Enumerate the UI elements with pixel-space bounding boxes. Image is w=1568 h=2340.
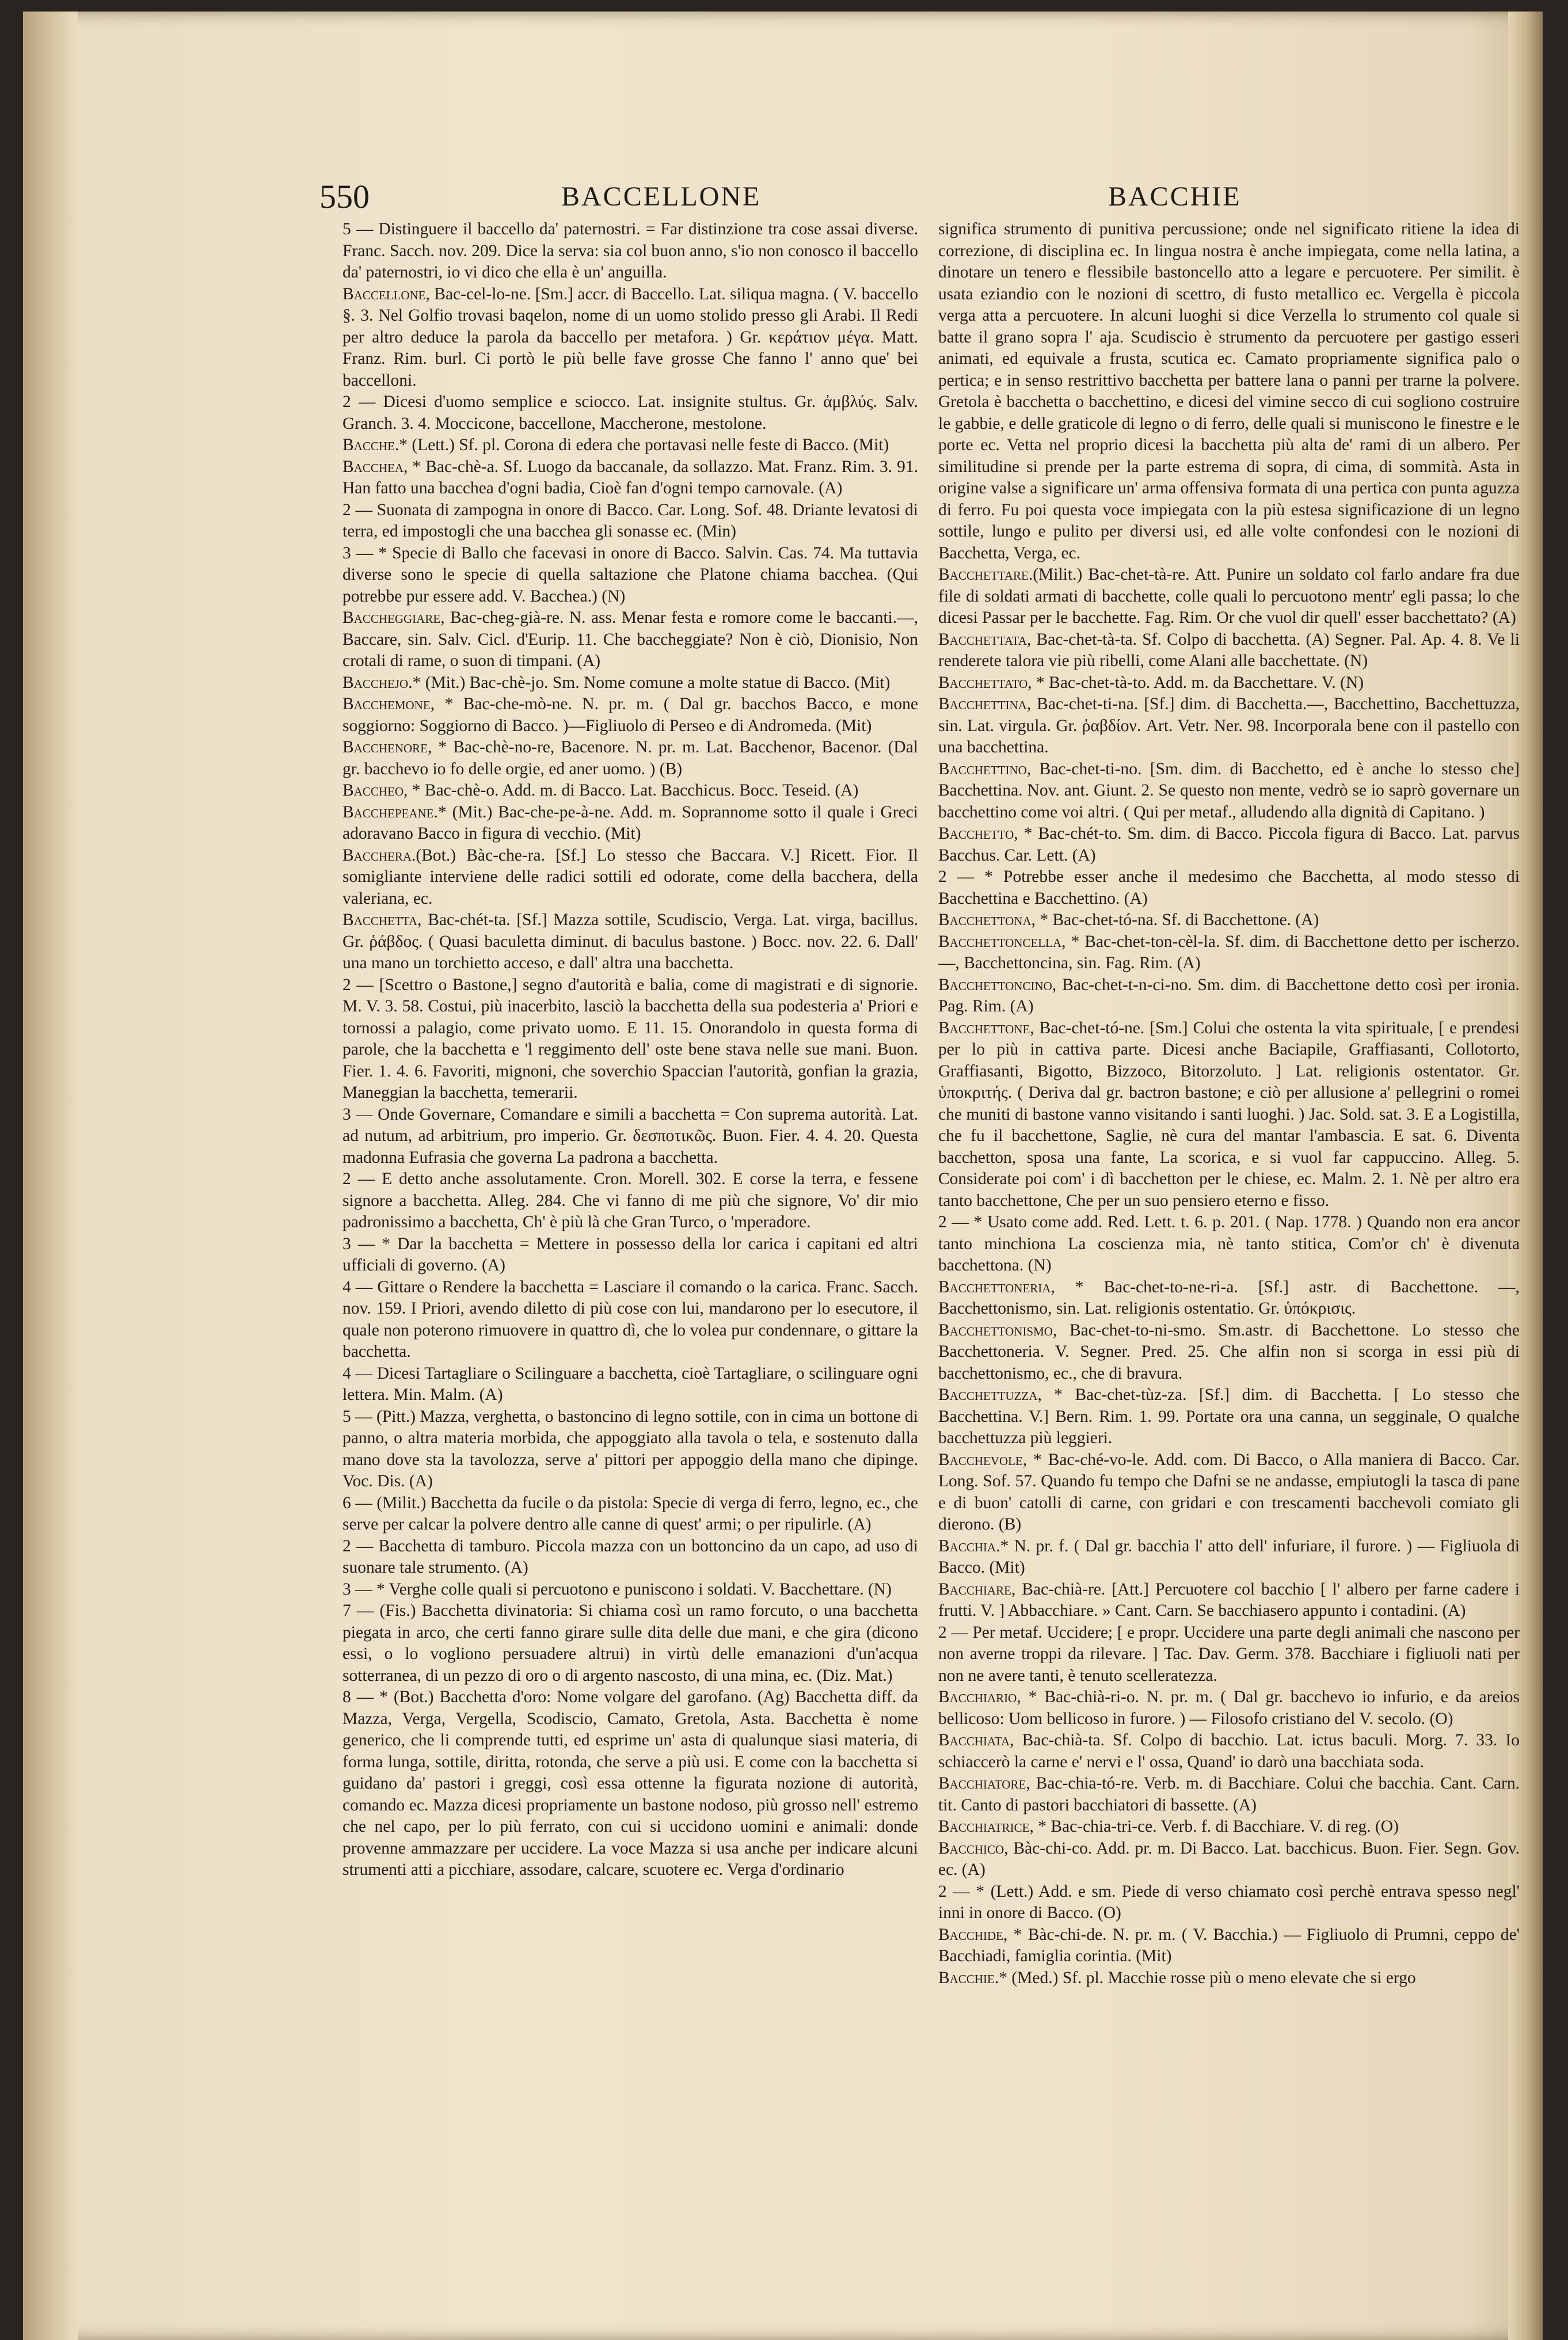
left-column (342, 219, 918, 1881)
entry-headword: Baccellone (342, 284, 426, 303)
entry-text: * N. pr. f. ( Dal gr. bacchia l' atto dell' infuriare, il furore. ) — Figliuola di Bacco. (Mit) (938, 1536, 1520, 1577)
entry-headword: Bacchevole (938, 1450, 1023, 1469)
entry-text: * (Mit.) Bac-che-pe-à-ne. Add. m. Soprannome sotto il quale i Greci adoravano Bacco in figura di vecchio. (Mit) (342, 802, 918, 843)
entry-text: 2 — * Usato come add. Red. Lett. t. 6. p. 201. ( Nap. 1778. ) Quando non era ancor tanto minchiona La coscienza mia, nè tanto stitica, Com'or ch' è divenuta bacchettona. (N) (938, 1213, 1520, 1274)
entry-text: , * Bac-chét-to. Sm. dim. di Bacco. Piccola figura di Bacco. Lat. parvus Bacchus. Car. Lett. (A) (938, 824, 1520, 865)
dictionary-entry (938, 1622, 1520, 1687)
entry-text: 2 — Per metaf. Uccidere; [ e propr. Uccidere una parte degli animali che nascono per non averne troppi da rilevare. ] Tac. Dav. Germ. 378. Bacchiare i figliuoli nati per non ne avere tanti, è tenuto scelleratezza. (938, 1623, 1520, 1685)
entry-headword: Bacchettina (938, 695, 1027, 713)
dictionary-entry (938, 1816, 1520, 1838)
entry-headword: Bacchettare. (938, 565, 1033, 584)
dictionary-entry (938, 1320, 1520, 1385)
page-gutter-shadow (23, 12, 78, 2340)
entry-headword: Bacchettonismo (938, 1321, 1053, 1340)
dictionary-entry (938, 759, 1520, 824)
entry-headword: Bacchejo. (342, 673, 413, 692)
entry-headword: Bacchea (342, 457, 404, 476)
entry-text: , * Bac-chet-to-ne-ri-a. [Sf.] astr. di Bacchettone. —, Bacchettonismo, sin. Lat. religionis ostentatio. Gr. ὑπόκρισις. (938, 1277, 1520, 1318)
entry-text: 2 — Bacchetta di tamburo. Piccola mazza con un bottoncino da un capo, ad uso di suonare tale strumento. (A) (342, 1536, 918, 1577)
dictionary-entry (938, 1384, 1520, 1449)
entry-text: 2 — * Potrebbe esser anche il medesimo che Bacchetta, al modo stesso di Bacchettina e Bacchettino. (A) (938, 867, 1520, 908)
dictionary-entry (342, 607, 918, 672)
entry-text: 3 — * Dar la bacchetta = Mettere in possesso della lor carica i capitani ed altri ufficiali di governo. (A) (342, 1234, 918, 1274)
dictionary-entry (342, 284, 918, 392)
dictionary-entry (938, 1277, 1520, 1320)
entry-text: , * Bac-chè-a. Sf. Luogo da baccanale, da sollazzo. Mat. Franz. Rim. 3. 91. Han fatto una bacchea d'ogni badia, Cioè fan d'ogni tempo carnovale. (A) (342, 457, 918, 497)
entry-text: significa strumento di punitiva percussione; onde nel significato ritiene la idea di correzione, di disciplina ec. In lingua nostra è anche impiegata, come nella latina, a dinotare un tenero e flessibile bastoncello atto a legare e percuotere. Per similit. è usata eziandio con le nozioni di scettro, di fusto metallico ec. Vergella è piccola verga atta a percuotere. In alcuni luoghi si dice Verzella lo strumento col quale si batte il grano sopra l' aja. Scudiscio è strumento da percuotere per gastigo esseri animati, ed equivale a frusta, scutica ec. Camato propriamente significa palo o pertica; e in senso restrittivo bacchetta per battere lana o panni per trarne la polvere. Gretola è bacchetta o bacchettino, e dicesi del vimine secco di cui sogliono costruire le gabbie, e delle graticole di legno o di ferro, delle quali si muniscono le finestre e le porte ec. Vetta nel proprio dicesi la bacchetta più alta de' rami di un albero. Per similitudine si prende per la parte estrema di sopra, di cima, di sommità. Asta in origine valse a significare un' arma offensiva formata di una pertica con punta aguzza di ferro. Fu poi questa voce impiegata con la più estesa significazione di un legno sottile, lungo e pulito per diversi usi, ed alle volte confondesi con le nozioni di Bacchetta, Verga, ec. (938, 220, 1520, 562)
entry-text: , * Bac-chet-ton-cèl-la. Sf. dim. di Bacchettone detto per ischerzo.—, Bacchettoncina, sin. Fag. Rim. (A) (938, 932, 1520, 972)
dictionary-entry (342, 456, 918, 500)
entry-headword: Bacche. (342, 436, 399, 454)
entry-headword: Bacchiare (938, 1580, 1012, 1599)
dictionary-entry (938, 931, 1520, 975)
dictionary-entry (938, 1924, 1520, 1968)
entry-headword: Bacchettino (938, 759, 1027, 778)
entry-headword: Bacchettoncella (938, 932, 1062, 951)
dictionary-entry (342, 975, 918, 1104)
entry-headword: Bacchettato (938, 673, 1028, 692)
dictionary-entry (938, 1773, 1520, 1816)
entry-text: (Bot.) Bàc-che-ra. [Sf.] Lo stesso che Baccara. V.] Ricett. Fior. Il somigliante interviene delle radici sottili ed odorate, come della bacchera, della valeriana, ec. (342, 846, 918, 908)
dictionary-entry (342, 1406, 918, 1493)
dictionary-entry (938, 1968, 1520, 1989)
running-head-left: BACCELLONE (561, 181, 762, 212)
dictionary-entry (938, 1730, 1520, 1773)
dictionary-entry (938, 1212, 1520, 1277)
dictionary-entry (938, 629, 1520, 672)
dictionary-entry (342, 219, 918, 284)
dictionary-entry (938, 1018, 1520, 1212)
dictionary-entry (938, 910, 1520, 931)
entry-text: 4 — Gittare o Rendere la bacchetta = Lasciare il comando o la carica. Franc. Sacch. nov. 159. I Priori, avendo diletto di più cose con lui, mandarono per lo esecutore, il quale non poterono rimuovere in quattro dì, che lo volea pur condennare, o gittare la bacchetta. (342, 1277, 918, 1361)
entry-headword: Bacchemone (342, 695, 431, 713)
entry-text: 2 — Dicesi d'uomo semplice e sciocco. Lat. insignite stultus. Gr. ἀμβλύς. Salv. Granch. 3. 4. Moccicone, baccellone, Maccherone, mestolone. (342, 393, 918, 433)
dictionary-entry (938, 694, 1520, 759)
entry-text: 2 — E detto anche assolutamente. Cron. Morell. 302. E corse la terra, e fessene signore a bacchetta. Alleg. 284. Che vi fanno di me più che signore, Vo' dir mio padronissimo a bacchetta, Ch' è più là che Gran Turco, o 'mperadore. (342, 1170, 918, 1231)
dictionary-page (23, 12, 1543, 2340)
dictionary-entry (938, 564, 1520, 629)
entry-text: , * Bac-chet-tó-na. Sf. di Bacchettone. (A) (1031, 911, 1319, 929)
entry-headword: Bacchettuzza (938, 1386, 1038, 1404)
running-header (319, 173, 1373, 225)
dictionary-entry (342, 1600, 918, 1687)
entry-text: 8 — * (Bot.) Bacchetta d'oro: Nome volgare del garofano. (Ag) Bacchetta diff. da Mazza, Verga, Vergella, Scodiscio, Camato, Gretola, Asta. Bacchetta è nome generico, che li comprende tutti, ed esprime un' asta di qualunque siasi materia, di forma lunga, sottile, diritta, rotonda, che serve a più usi. E come con la bacchetta si guidano da' pastori i greggi, così essa ottenne la figurata nozione di autorità, comando ec. Mazza dicesi propriamente un bastone nodoso, più grosso nell' estremo che nel capo, per lo più ferrato, con cui si uccidono uomini e animali: donde provenne ammazzare per uccidere. La voce Mazza si usa anche per indicare alcuni strumenti atti a picchiare, assodare, calcare, scuotere ec. Verga d'ordinario (342, 1688, 918, 1879)
entry-text: 2 — [Scettro o Bastone,] segno d'autorità e balia, come di magistrati e di signorie. M. V. 3. 58. Costui, più inacerbito, lasciò la bacchetta della sua podesteria a' Priori e tornossi a palagio, come privato uomo. E 11. 15. Onorandolo in questa forma di parole, che la bacchetta e 'l reggimento dell' oste bene stava nelle sue mani. Buon. Fier. 1. 4. 6. Favoriti, mignoni, che soverchio Spaccian l'autorità, gonfian la grazia, Maneggian la bacchetta, temerarii. (342, 975, 918, 1102)
entry-text: 5 — Distinguere il baccello da' paternostri. = Far distinzione tra cose assai diverse. Franc. Sacch. nov. 209. Dice la serva: sia col buon anno, s'io non conosco il baccello da' paternostri, io vi dico che ella è un' anguilla. (342, 220, 918, 281)
dictionary-entry (938, 1881, 1520, 1924)
entry-text: , * Bac-chet-tà-to. Add. m. da Bacchettare. V. (N) (1027, 673, 1364, 692)
entry-text: 7 — (Fis.) Bacchetta divinatoria: Si chiama così un ramo forcuto, o una bacchetta piegata in arco, che certi fanno girare sulle dita delle due mani, e che gira (dicono essi, o lo vogliono persuadere altrui) in virtù delle emanazioni d'un'acqua sotterranea, di un pezzo di oro o di argento nascosto, di una mina, ec. (Diz. Mat.) (342, 1601, 918, 1685)
dictionary-entry (342, 1363, 918, 1406)
entry-headword: Bacchie. (938, 1968, 999, 1987)
dictionary-entry (938, 1579, 1520, 1622)
entry-text: , * Bac-chet-tùz-za. [Sf.] dim. di Bacchetta. [ Lo stesso che Bacchettina. V.] Bern. Rim. 1. 99. Portate ora una canna, un segginale, O qualche bacchettuzza più leggieri. (938, 1386, 1520, 1447)
entry-text: , * Bac-chè-o. Add. m. di Bacco. Lat. Bacchicus. Bocc. Teseid. (A) (404, 781, 859, 800)
dictionary-entry (938, 1838, 1520, 1881)
entry-text: , Bac-chet-ti-na. [Sf.] dim. di Bacchetta.—, Bacchettino, Bacchettuzza, sin. Lat. virgula. Gr. ῥαβδίον. Art. Vetr. Ner. 98. Incorporala bene con il pastello con una bacchettina. (938, 695, 1520, 756)
entry-headword: Bacchiatrice (938, 1817, 1030, 1836)
entry-headword: Bacchico (938, 1839, 1004, 1858)
entry-text: , Bàc-chi-co. Add. pr. m. Di Bacco. Lat. bacchicus. Buon. Fier. Segn. Gov. ec. (A) (938, 1839, 1520, 1879)
entry-text: 2 — * (Lett.) Add. e sm. Piede di verso chiamato così perchè entrava spesso negl' inni in onore di Bacco. (O) (938, 1882, 1520, 1922)
entry-headword: Bacchia. (938, 1536, 1000, 1555)
dictionary-entry (342, 1169, 918, 1234)
entry-text: 2 — Suonata di zampogna in onore di Bacco. Car. Long. Sof. 48. Driante levatosi di terra, ed impostogli che una bacchea gli sonasse ec. (Min) (342, 500, 918, 541)
dictionary-entry (342, 1493, 918, 1536)
entry-text: * (Mit.) Bac-chè-jo. Sm. Nome comune a molte statue di Bacco. (Mit) (412, 673, 890, 692)
entry-headword: Baccheo (342, 781, 404, 800)
entry-headword: Bacchettata (938, 630, 1027, 649)
dictionary-entry (342, 1234, 918, 1277)
entry-text: , Bac-chia-tó-re. Verb. m. di Bacchiare. Colui che bacchia. Cant. Carn. tit. Canto di pastori bacchiatori di bassette. (A) (938, 1774, 1520, 1814)
entry-text: 5 — (Pitt.) Mazza, verghetta, o bastoncino di legno sottile, con in cima un bottone di panno, o altra materia morbida, che appoggiato alla tavola o tela, e sostenuto dalla mano dove sta la tavolozza, serve a' pittori per appoggio della mano che dipinge. Voc. Dis. (A) (342, 1407, 918, 1490)
entry-text: , * Bac-chià-ri-o. N. pr. m. ( Dal gr. bacchevo io infurio, e da areios bellicoso: Uom bellicoso in furore. ) — Filosofo cristiano del V. secolo. (O) (938, 1688, 1520, 1728)
entry-text: , Bac-chét-ta. [Sf.] Mazza sottile, Scudiscio, Verga. Lat. virga, bacillus. Gr. ῥάβδος. ( Quasi baculetta diminut. di baculus bastone. ) Bocc. nov. 22. 6. Dall' una mano un torchietto acceso, e dall' altra una bacchetta. (342, 911, 918, 972)
entry-text: 4 — Dicesi Tartagliare o Scilinguare a bacchetta, cioè Tartagliare, o scilinguare ogni lettera. Min. Malm. (A) (342, 1364, 918, 1404)
entry-headword: Bacchettoncino (938, 975, 1052, 994)
entry-text: , Bac-chià-ta. Sf. Colpo di bacchio. Lat. ictus baculi. Morg. 7. 33. Io schiaccerò la carne e' nervi e l' ossa, Quand' io darò una bacchiata soda. (938, 1731, 1520, 1771)
entry-text: 3 — * Verghe colle quali si percuotono e puniscono i soldati. V. Bacchettare. (N) (342, 1580, 892, 1599)
entry-headword: Baccheggiare (342, 608, 441, 627)
dictionary-entry (342, 1687, 918, 1881)
entry-text: , Bac-chià-re. [Att.] Percuotere col bacchio [ l' albero per farne cadere i frutti. V. ] Abbacchiare. » Cant. Carn. Se bacchiasero appunto i contadini. (A) (938, 1580, 1520, 1620)
entry-headword: Bacchetto (938, 824, 1014, 843)
entry-text: , Bac-chet-to-ni-smo. Sm.astr. di Bacchettone. Lo stesso che Bacchettoneria. V. Segner. Pred. 25. Che alfin non si scorga in essi più di bacchettonismo, ec., che di bravura. (938, 1321, 1520, 1383)
dictionary-entry (342, 694, 918, 737)
dictionary-entry (342, 500, 918, 543)
entry-headword: Bacchiata (938, 1731, 1010, 1749)
entry-text: 3 — Onde Governare, Comandare e simili a bacchetta = Con suprema autorità. Lat. ad nutum, ad arbitrium, pro imperio. Gr. δεσποτικῶς. Buon. Fier. 4. 4. 20. Questa madonna Eufrasia che governa La padrona a bacchetta. (342, 1105, 918, 1167)
entry-text: , * Bac-che-mò-ne. N. pr. m. ( Dal gr. bacchos Bacco, e mone soggiorno: Soggiorno di Bacco. )—Figliuolo di Perseo e di Andromeda. (Mit) (342, 695, 918, 735)
entry-text: , Bac-chet-ti-no. [Sm. dim. di Bacchetto, ed è anche lo stesso che] Bacchettina. Nov. ant. Giunt. 2. Se questo non mente, vedrò se io saprò governare un bacchettino come voi altri. ( Qui per metaf., alludendo alla dignità di Capitano. ) (938, 759, 1520, 821)
dictionary-entry (342, 1536, 918, 1579)
dictionary-entry (342, 910, 918, 975)
dictionary-entry (342, 780, 918, 802)
dictionary-entry (938, 823, 1520, 866)
dictionary-entry (342, 845, 918, 910)
dictionary-entry (938, 219, 1520, 564)
entry-headword: Bacchettone (938, 1018, 1030, 1037)
entry-text: , Bac-chet-tà-ta. Sf. Colpo di bacchetta. (A) Segner. Pal. Ap. 4. 8. Ve li renderete talora vie più ribelli, come Alani alle bacchettate. (N) (938, 630, 1520, 670)
dictionary-entry (342, 391, 918, 435)
dictionary-entry (342, 435, 918, 456)
entry-text: , Bac-chet-t-n-ci-no. Sm. dim. di Bacchettone detto così per ironia. Pag. Rim. (A) (938, 975, 1520, 1015)
dictionary-entry (938, 866, 1520, 910)
entry-text: , Bac-cel-lo-ne. [Sm.] accr. di Baccello. Lat. siliqua magna. ( V. baccello §. 3. Nel Golfio trovasi baqelon, nome di un uomo stolido presso gli Arabi. Il Redi per altro deduce la parola da baccello per metafora. ) Gr. κεράτιον μέγα. Matt. Franz. Rim. burl. Ci portò le più belle fave grosse Che fanno l' anno que' bei baccelloni. (342, 284, 918, 390)
entry-text: , * Bàc-chi-de. N. pr. m. ( V. Bacchia.) — Figliuolo di Prumni, ceppo de' Bacchiadi, famiglia corintia. (Mit) (938, 1925, 1520, 1965)
entry-headword: Bacchepeane. (342, 802, 438, 821)
entry-headword: Bacchettoneria (938, 1277, 1051, 1296)
dictionary-entry (342, 672, 918, 694)
entry-text: (Milit.) Bac-chet-tà-re. Att. Punire un soldato col farlo andare fra due file di soldati armati di bacchette, colle quali lo percuotono mentr' egli passa; lo che dicesi Passar per le bacchette. Fag. Rim. Or che vuol dir quell' esser bacchettato? (A) (938, 565, 1520, 627)
dictionary-entry (938, 672, 1520, 694)
right-column (938, 219, 1520, 1989)
entry-text: * (Lett.) Sf. pl. Corona di edera che portavasi nelle feste di Bacco. (Mit) (399, 436, 889, 454)
entry-text: 3 — * Specie di Ballo che facevasi in onore di Bacco. Salvin. Cas. 74. Ma tuttavia diverse sono le specie di quella saltazione che Platone chiama bacchea. (Qui potrebbe pur essere add. V. Bacchea.) (N) (342, 543, 918, 606)
entry-headword: Bacchenore (342, 738, 428, 756)
dictionary-entry (342, 543, 918, 608)
dictionary-entry (342, 802, 918, 845)
entry-headword: Bacchettona (938, 911, 1032, 929)
entry-headword: Bacchiario (938, 1688, 1017, 1706)
page-number: 550 (319, 178, 370, 215)
dictionary-entry (342, 1104, 918, 1169)
entry-text: , * Bac-chia-tri-ce. Verb. f. di Bacchiare. V. di reg. (O) (1029, 1817, 1399, 1836)
entry-text: , Bac-chet-tó-ne. [Sm.] Colui che ostenta la vita spirituale, [ e prendesi per lo più in cattiva parte. Dicesi anche Baciapile, Graffiasanti, Collotorto, Graffiasanti, Bigotto, Bizzoco, Bitorzoluto. ] Lat. religionis ostentator. Gr. ὑποκριτής. ( Deriva dal gr. bactron bastone; e ciò per allusione a' pellegrini o romei che muniti di bastone vanno visitando i santi luoghi. ) Jac. Sold. sat. 3. E a Logistilla, che fu il bacchettone, Saglie, nè cura del mantar l'ambascia. E sat. 6. Diventa bacchetton, sposa una fante, La scorica, e si vuol far cappuccino. Alleg. 5. Considerate poi com' i dì bacchetton per le chiese, ec. Malm. 2. 1. Nè per altro era tanto bacchettone, Che per un suo pensiero eterno e fisso. (938, 1018, 1520, 1210)
entry-text: * (Med.) Sf. pl. Macchie rosse più o meno elevate che si ergo (999, 1968, 1416, 1987)
entry-text: 6 — (Milit.) Bacchetta da fucile o da pistola: Specie di verga di ferro, legno, ec., che serve per calcar la polvere dentro alle canne di quest' armi; o per ripulirle. (A) (342, 1493, 918, 1534)
running-head-right: BACCHIE (1108, 181, 1242, 212)
entry-headword: Bacchiatore (938, 1774, 1026, 1793)
dictionary-entry (938, 975, 1520, 1018)
dictionary-entry (342, 737, 918, 780)
entry-text: , Bac-cheg-già-re. N. ass. Menar festa e romore come le baccanti.—, Baccare, sin. Salv. Cicl. d'Eurip. 11. Che baccheggiate? Non è ciò, Dionisio, Non crotali di rame, o suon di timpani. (A) (342, 608, 918, 670)
entry-headword: Bacchera. (342, 846, 416, 865)
dictionary-entry (342, 1579, 918, 1601)
dictionary-entry (938, 1449, 1520, 1536)
dictionary-entry (938, 1687, 1520, 1730)
entry-headword: Bacchide (938, 1925, 1004, 1944)
entry-headword: Bacchetta (342, 911, 417, 929)
dictionary-entry (342, 1277, 918, 1363)
entry-text: , * Bac-chè-no-re, Bacenore. N. pr. m. Lat. Bacchenor, Bacenor. (Dal gr. bacchevo io fo delle orgie, ed aner uomo. ) (B) (342, 738, 918, 778)
entry-text: , * Bac-ché-vo-le. Add. com. Di Bacco, o Alla maniera di Bacco. Car. Long. Sof. 57. Quando fu tempo che Dafni se ne andasse, empiutogli la tasca di pane e di buon' catolli di carne, con gridari e con trescamenti bacchevoli comiato gli dierono. (B) (938, 1450, 1520, 1534)
dictionary-entry (938, 1536, 1520, 1579)
